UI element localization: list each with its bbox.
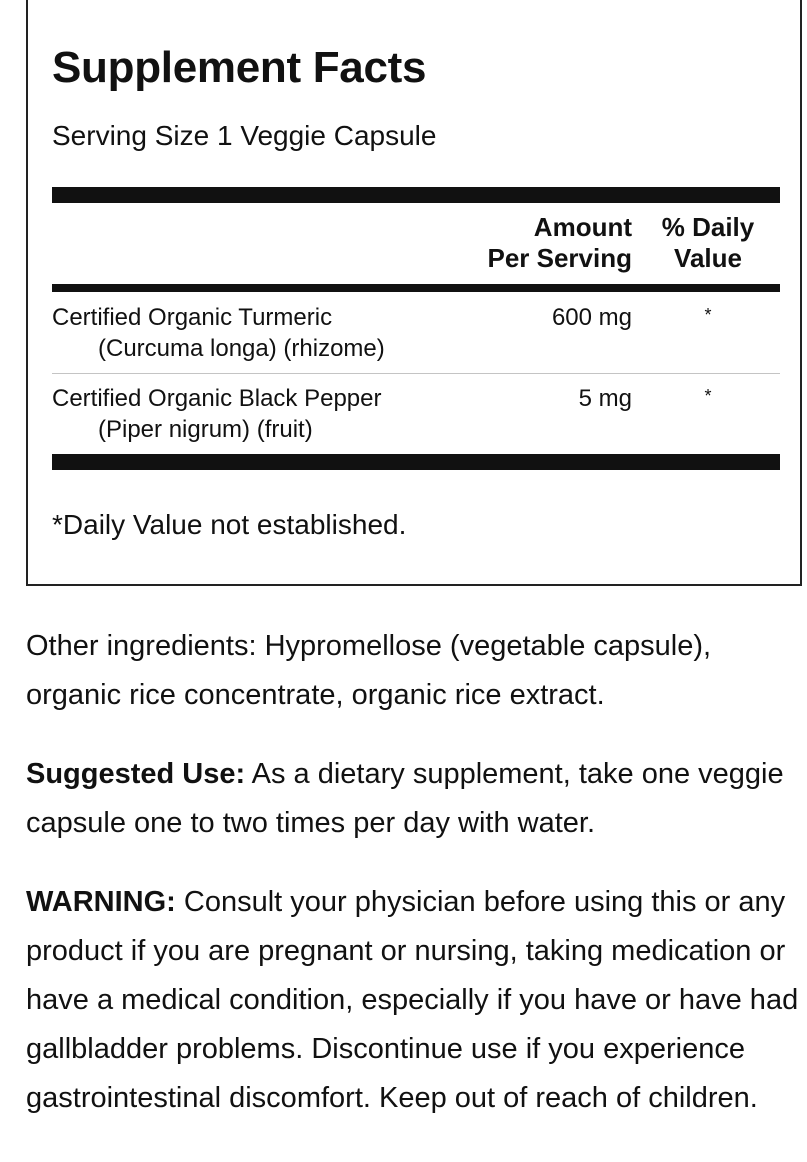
amount-header-line2: Per Serving	[487, 243, 632, 273]
ingredient-amount: 5 mg	[578, 385, 632, 412]
daily-value-header	[656, 212, 760, 274]
ingredient-name: Certified Organic Black Pepper	[52, 385, 382, 412]
facts-title: Supplement Facts	[52, 43, 427, 92]
supplement-facts-panel	[26, 0, 802, 586]
amount-header-line1: Amount	[533, 212, 632, 242]
suggested-use-label: Suggested Use:	[26, 758, 246, 790]
row-divider	[52, 373, 780, 374]
suggested-use-text: As a dietary supplement, take one veggie capsule one to two times per day with water.	[26, 758, 784, 839]
other-ingredients	[26, 622, 801, 720]
ingredient-amount: 600 mg	[551, 304, 632, 331]
header-divider	[52, 284, 780, 292]
ingredient-detail: (Curcuma longa) (rhizome)	[98, 335, 385, 362]
amount-per-serving-header	[487, 212, 632, 274]
daily-value-footnote: *Daily Value not established.	[52, 509, 407, 540]
bottom-divider	[52, 454, 780, 470]
suggested-use	[26, 750, 801, 848]
dv-header-line1: % Daily	[661, 212, 755, 242]
ingredient-detail: (Piper nigrum) (fruit)	[98, 416, 313, 443]
serving-size: Serving Size 1 Veggie Capsule	[52, 120, 437, 151]
ingredient-name: Certified Organic Turmeric	[52, 304, 333, 331]
warning	[26, 878, 801, 1123]
dv-header-line2: Value	[674, 243, 742, 273]
warning-label: WARNING:	[26, 886, 176, 918]
ingredient-daily-value: *	[704, 305, 712, 325]
warning-text: Consult your physician before using this or any product if you are pregnant or nursing, taking medication or have a medical condition, especially if you have or have had gallbladder problems. Discontinue use if you experience gastrointestinal discomfort. Keep out of reach of children.	[26, 886, 799, 1114]
top-divider	[52, 187, 780, 203]
other-ingredients-text: Other ingredients: Hypromellose (vegetable capsule), organic rice concentrate, organic rice extract.	[26, 630, 712, 711]
ingredient-daily-value: *	[704, 386, 712, 406]
